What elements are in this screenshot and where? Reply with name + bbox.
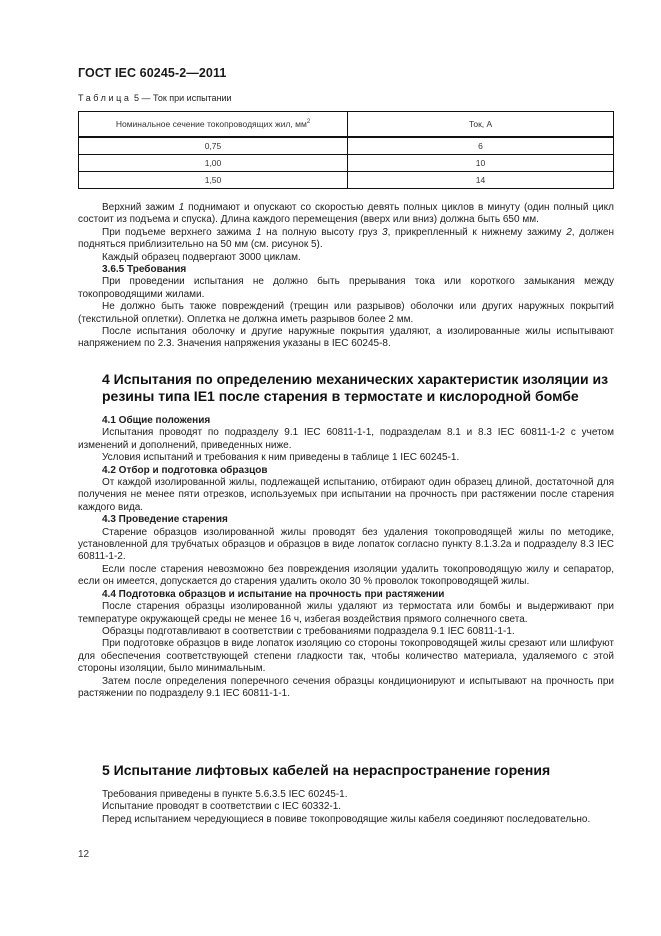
cell-current: 6 bbox=[348, 137, 614, 155]
table-row bbox=[79, 155, 614, 172]
table-caption-label: Таблица bbox=[78, 93, 132, 103]
table-caption bbox=[78, 93, 232, 103]
paragraph: Старение образцов изолированной жилы проводят без удаления токопроводящей жилы по методике, установленной для трубчатых образцов и образцов в виде лопаток согласно пункту 8.1.3.2а и подразделу 8.3 IEC 60811-1-2. bbox=[78, 526, 614, 563]
cell-current: 14 bbox=[348, 172, 614, 189]
paragraph: При подготовке образцов в виде лопаток изоляцию со стороны токопроводящей жилы срезают или шлифуют для обеспечения соответствующей степени гладкости так, чтобы количество материала, удаляемого с этой стороны изоляции, было минимальным. bbox=[78, 638, 614, 675]
subsection-heading: 4.1 Общие положения bbox=[102, 415, 211, 426]
section-heading: 4 Испытания по определению механических характеристик изоляции из резины типа IE1 после старения в термостате и кислородной бомбе bbox=[102, 371, 609, 404]
paragraph: Если после старения невозможно без повреждения изоляции удалить токопроводящую жилу и сепаратор, если он имеется, допускается до старения удалить около 30 % проволок токопроводящей жилы. bbox=[78, 563, 614, 588]
section-5 bbox=[78, 762, 614, 779]
paragraph: Затем после определения поперечного сечения образцы кондиционируют и испытывают на прочность при растяжении по подразделу 9.1 IEC 60811-1-1. bbox=[78, 675, 614, 699]
section-4-content bbox=[78, 415, 614, 700]
paragraph: Требования приведены в пункте 5.6.3.5 IEC 60245-1. bbox=[102, 789, 348, 800]
paragraph: От каждой изолированной жилы, подлежащей испытанию, отбирают один образец длиной, достаточной для получения не менее пяти отрезков, используемых при испытании на прочность при растяжении после старения каждого вида. bbox=[78, 477, 614, 513]
section-heading: 5 Испытание лифтовых кабелей на нераспространение горения bbox=[102, 762, 551, 778]
page-number: 12 bbox=[78, 849, 90, 860]
subsection-heading: 4.2 Отбор и подготовка образцов bbox=[102, 464, 268, 476]
table-header-row bbox=[79, 112, 614, 138]
paragraph: После испытания оболочку и другие наружные покрытия удаляют, а изолированные жилы испытывают напряжением по 2.3. Значения напряжения указаны в IEC 60245-8. bbox=[78, 326, 614, 350]
paragraph: Не должно быть также повреждений (трещин или разрывов) оболочки или других наружных покрытий (текстильной оплетки). Оплетка не должна иметь разрывов более 2 мм. bbox=[78, 301, 614, 325]
subsection-heading: 4.3 Проведение старения bbox=[102, 514, 228, 526]
document-header: ГОСТ IEC 60245-2—2011 bbox=[78, 66, 227, 80]
subsection-heading: 3.6.5 Требования bbox=[102, 264, 187, 276]
column-header-cross-section: Номинальное сечение токопроводящих жил, $мм^2$ bbox=[79, 112, 348, 138]
paragraph: Каждый образец подвергают 3000 циклам. bbox=[102, 251, 301, 263]
section-5-content bbox=[78, 789, 614, 826]
subsection-heading: 4.4 Подготовка образцов и испытание на прочность при растяжении bbox=[102, 588, 445, 600]
table-row bbox=[79, 137, 614, 155]
paragraph: Образцы подготавливают в соответствии с требованиями подраздела 9.1 IEC 60811-1-1. bbox=[102, 625, 515, 637]
paragraph: Перед испытанием чередующиеся в повиве токопроводящие жилы кабеля соединяют последовательно. bbox=[102, 813, 591, 825]
table-caption-text: 5 — Ток при испытании bbox=[134, 93, 232, 103]
paragraph: Испытание проводят в соответствии с IEC 60332-1. bbox=[102, 801, 342, 813]
paragraph: Верхний зажим 1 поднимают и опускают со скоростью девять полных циклов в минуту (один полный цикл состоит из подъема и спуска). Длина каждого перемещения (вверх или вниз) должна быть 650 мм. bbox=[78, 202, 615, 226]
test-current-table bbox=[78, 111, 614, 189]
cell-current: 10 bbox=[348, 155, 614, 172]
paragraph: После старения образцы изолированной жилы удаляют из термостата или бомбы и выдерживают при температуре окружающей среды не менее 16 ч, избегая воздействия прямого солнечного света. bbox=[78, 601, 614, 625]
paragraph: Условия испытаний и требования к ним приведены в таблице 1 IEC 60245-1. bbox=[102, 452, 460, 464]
paragraph: Испытания проводят по подразделу 9.1 IEC 60811-1-1, подразделам 8.1 и 8.3 IEC 60811-1-2 с учетом изменений и дополнений, приведенных ниже. bbox=[78, 427, 614, 451]
paragraph: При подъеме верхнего зажима 1 на полную высоту груз 3, прикрепленный к нижнему зажиму 2, должен подняться приблизительно на 50 мм (см. рисунок 5). bbox=[78, 226, 615, 251]
section-3-6-content bbox=[78, 202, 614, 351]
paragraph: При проведении испытания не должно быть прерывания тока или короткого замыкания между токопроводящими жилами. bbox=[78, 276, 614, 300]
cell-cross-section: 1,00 bbox=[79, 155, 348, 172]
cell-cross-section: 0,75 bbox=[79, 137, 348, 155]
section-4 bbox=[78, 371, 614, 404]
table-row bbox=[79, 172, 614, 189]
column-header-current: Ток, А bbox=[348, 112, 614, 138]
cell-cross-section: 1,50 bbox=[79, 172, 348, 189]
